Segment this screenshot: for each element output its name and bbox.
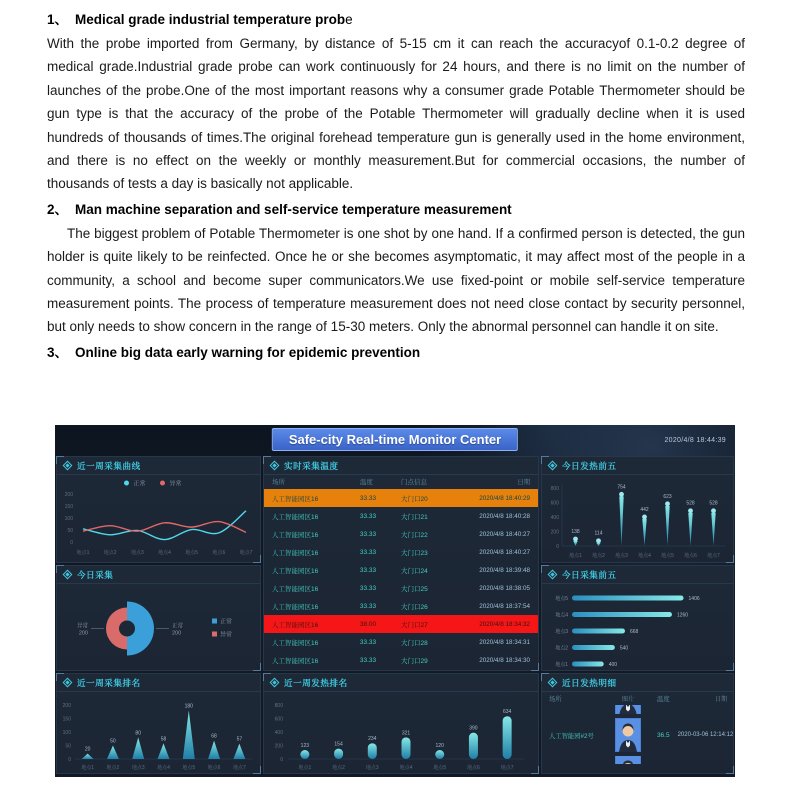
diamond-icon <box>63 461 73 471</box>
today-collect-top5-chart <box>542 583 733 670</box>
diamond-icon <box>270 461 280 471</box>
recent-fever-detail-table <box>542 691 733 773</box>
svg-text:地点4: 地点4 <box>158 550 171 556</box>
panel-title <box>264 674 538 692</box>
svg-text:200: 200 <box>172 630 182 637</box>
svg-text:地点1: 地点1 <box>76 550 90 556</box>
svg-text:540: 540 <box>619 645 629 652</box>
week-fever-rank-chart <box>264 691 538 773</box>
svg-text:0: 0 <box>68 757 71 763</box>
heading-number: 1、 <box>47 12 69 27</box>
panel-title <box>57 566 260 584</box>
table-row: 人工智能园区16 33.33 大门口26 2020/4/8 18:37:54 <box>272 602 530 611</box>
panel-title-text: 实时采集温度 <box>284 460 339 471</box>
document-text-block <box>0 0 790 365</box>
svg-text:地点5: 地点5 <box>182 765 196 771</box>
panel-week-curve <box>56 456 261 563</box>
week-curve-svg <box>57 474 260 562</box>
svg-text:地点7: 地点7 <box>500 765 514 771</box>
panel-title-text: 近一周采集曲线 <box>77 460 141 471</box>
svg-text:地点3: 地点3 <box>130 550 144 556</box>
svg-text:442: 442 <box>640 506 649 513</box>
table-row: 人工智能园区16 33.33 大门口23 2020/4/8 18:40:27 <box>272 548 530 557</box>
svg-text:1406: 1406 <box>688 596 700 602</box>
diamond-icon <box>548 570 558 580</box>
table-row: 人工智能园区16 33.33 大门口24 2020/4/8 18:39:48 <box>272 566 530 575</box>
svg-text:1260: 1260 <box>676 612 689 619</box>
svg-text:150: 150 <box>62 716 71 723</box>
svg-text:200: 200 <box>78 630 88 637</box>
svg-text:地点3: 地点3 <box>131 765 145 771</box>
table-row: 人工智能园区16 33.33 大门口21 2020/4/8 18:40:28 <box>272 512 530 521</box>
heading-text: Online big data early warning for epidemic prevention <box>75 344 421 360</box>
svg-text:100: 100 <box>64 516 73 522</box>
panel-title-text: 近一周发热排名 <box>284 677 348 688</box>
svg-text:50: 50 <box>67 528 73 534</box>
svg-text:50: 50 <box>65 743 71 750</box>
svg-text:地点7: 地点7 <box>239 550 253 556</box>
table-row: 人工智能园#2号 36.5 2020-03-06 12:14:12 <box>542 714 733 756</box>
svg-text:正常: 正常 <box>220 619 233 626</box>
svg-text:120: 120 <box>435 743 444 749</box>
panel-realtime-temp <box>263 456 539 671</box>
panel-today-collect-top5 <box>541 565 734 671</box>
panel-title-text: 今日采集前五 <box>562 569 617 580</box>
svg-text:123: 123 <box>300 743 310 749</box>
section-heading-3 <box>47 341 745 365</box>
svg-text:正常: 正常 <box>172 623 184 630</box>
svg-text:154: 154 <box>334 741 343 748</box>
svg-text:地点4: 地点4 <box>399 765 413 771</box>
section-heading-2 <box>47 198 745 222</box>
section-heading-1 <box>47 8 745 32</box>
panel-title <box>57 457 260 475</box>
heading-number: 3、 <box>47 344 69 360</box>
table-row-partial <box>542 705 733 714</box>
today-collect-pie-svg <box>57 583 260 670</box>
svg-text:地点4: 地点4 <box>555 612 568 619</box>
svg-text:800: 800 <box>550 486 559 492</box>
svg-text:异常: 异常 <box>220 632 233 639</box>
svg-text:正常: 正常 <box>133 481 146 488</box>
svg-text:地点1: 地点1 <box>555 662 568 668</box>
svg-text:地点3: 地点3 <box>365 765 379 771</box>
svg-text:地点3: 地点3 <box>615 553 628 559</box>
svg-text:20: 20 <box>84 746 91 753</box>
panel-title-text: 今日发热前五 <box>562 460 617 471</box>
panel-title <box>542 674 733 692</box>
person-photo <box>615 705 641 714</box>
panel-title-text: 近一周采集排名 <box>77 677 141 688</box>
svg-text:地点5: 地点5 <box>661 553 674 559</box>
dashboard-title: Safe-city Real-time Monitor Center <box>272 428 518 451</box>
svg-text:400: 400 <box>608 662 618 668</box>
svg-text:634: 634 <box>502 709 512 716</box>
svg-text:异常: 异常 <box>169 481 182 488</box>
svg-text:138: 138 <box>571 528 580 535</box>
svg-text:地点5: 地点5 <box>555 596 568 602</box>
svg-text:地点6: 地点6 <box>212 550 226 556</box>
svg-text:528: 528 <box>686 500 695 507</box>
svg-text:地点4: 地点4 <box>157 765 170 771</box>
table-row: 人工智能园区16 33.33 大门口20 2020/4/8 18:40:29 <box>264 489 538 507</box>
svg-text:地点3: 地点3 <box>555 629 568 635</box>
svg-text:地点5: 地点5 <box>185 550 199 556</box>
diamond-icon <box>63 678 73 688</box>
realtime-temp-table <box>264 474 538 670</box>
panel-title-text: 近日发热明细 <box>562 677 617 688</box>
panel-week-fever-rank <box>263 673 539 774</box>
svg-text:668: 668 <box>629 629 639 635</box>
person-photo <box>615 718 641 752</box>
heading-text: Medical grade industrial temperature prob <box>75 12 346 27</box>
svg-text:623: 623 <box>663 493 672 500</box>
svg-text:地点2: 地点2 <box>592 553 605 559</box>
svg-text:200: 200 <box>64 492 73 498</box>
svg-text:400: 400 <box>274 730 283 736</box>
svg-text:0: 0 <box>556 544 559 550</box>
panel-title <box>542 566 733 584</box>
svg-text:180: 180 <box>184 703 193 710</box>
svg-text:地点6: 地点6 <box>467 765 480 771</box>
svg-text:地点5: 地点5 <box>433 765 447 771</box>
paragraph-1: With the probe imported from Germany, by distance of 5-15 cm it can reach the accuracyof 0.1-0.2 degree of medical grade.Industrial grade probe can work continuously for 24 hours, and there is no limit on the number of launches of the probe.One of the most important reasons why a consumer grade Potable Thermometer should be gun type is that the accuracy of the probe of the Potable Thermometer will gradually decline when it is used hundreds of thousands of times.The original forehead temperature gun is generally used in the home environment, and there is no effect on the weekly or monthly measurement.But for commercial occasions, the number of thousands of tests a day is basically not applicable. <box>47 36 745 192</box>
panel-title <box>542 457 733 475</box>
svg-text:地点2: 地点2 <box>332 765 345 771</box>
table-header-row: 场所 温度 门点信息 日期 <box>272 479 530 486</box>
svg-text:地点2: 地点2 <box>103 550 117 556</box>
svg-text:68: 68 <box>211 733 217 740</box>
heading-tail: e <box>345 12 353 27</box>
svg-text:地点6: 地点6 <box>207 765 221 771</box>
svg-text:321: 321 <box>401 730 411 737</box>
svg-text:57: 57 <box>236 736 243 743</box>
svg-text:600: 600 <box>274 716 283 723</box>
svg-text:0: 0 <box>280 757 283 763</box>
week-collect-rank-svg <box>57 691 260 773</box>
svg-text:234: 234 <box>368 736 377 743</box>
svg-text:200: 200 <box>62 703 71 709</box>
panel-today-fever-top5 <box>541 456 734 563</box>
svg-text:400: 400 <box>550 515 559 521</box>
svg-text:异常: 异常 <box>76 623 88 630</box>
table-row: 人工智能园区16 33.33 大门口22 2020/4/8 18:40:27 <box>272 530 530 539</box>
today-collect-top5-svg <box>542 583 733 670</box>
panel-title <box>264 457 538 475</box>
week-curve-chart <box>57 474 260 562</box>
svg-text:地点1: 地点1 <box>298 765 312 771</box>
svg-text:0: 0 <box>70 540 73 546</box>
svg-text:390: 390 <box>469 725 478 732</box>
svg-text:80: 80 <box>135 730 141 737</box>
svg-text:114: 114 <box>594 530 603 537</box>
today-fever-top5-svg <box>542 474 733 562</box>
svg-text:528: 528 <box>709 500 718 507</box>
heading-number: 2、 <box>47 201 69 217</box>
diamond-icon <box>63 570 73 580</box>
svg-text:地点7: 地点7 <box>232 765 246 771</box>
table-row: 人工智能园区16 33.33 大门口28 2020/4/8 18:34:31 <box>272 638 530 647</box>
panel-today-collect <box>56 565 261 671</box>
svg-text:地点7: 地点7 <box>707 553 720 559</box>
table-row: 人工智能园区16 33.33 大门口29 2020/4/8 18:34:30 <box>272 656 530 665</box>
svg-text:150: 150 <box>64 504 73 510</box>
svg-text:754: 754 <box>617 484 626 491</box>
panel-title <box>57 674 260 692</box>
paragraph-2: The biggest problem of Potable Thermometer is one shot by one hand. If a confirmed person is detected, the gun holder is quite likely to be reinfected. Once he or she becomes asymptomatic, it may affect most of the people in a community, a school and become super communicators.We use fixed-point or mobile self-service temperature measurement points. The process of temperature measurement does not need close contact by security personnel, but only needs to show concern in the range of 15-30 meters. Only the abnormal personnel can handle it on site. <box>47 225 745 335</box>
table-row-partial <box>542 756 733 764</box>
panel-week-collect-rank <box>56 673 261 774</box>
diamond-icon <box>270 678 280 688</box>
svg-text:200: 200 <box>550 529 559 536</box>
svg-text:地点4: 地点4 <box>638 553 651 559</box>
dashboard-timestamp: 2020/4/8 18:44:39 <box>664 437 726 444</box>
svg-text:50: 50 <box>110 738 116 745</box>
heading-text: Man machine separation and self-service temperature measurement <box>75 201 512 217</box>
diamond-icon <box>548 678 558 688</box>
svg-text:800: 800 <box>274 703 283 709</box>
svg-text:地点2: 地点2 <box>106 765 120 771</box>
table-header-row: 场所 图片 温度 日期 <box>549 695 727 703</box>
person-photo <box>615 756 641 764</box>
svg-text:地点6: 地点6 <box>684 553 697 559</box>
today-fever-top5-chart <box>542 474 733 562</box>
dashboard-screenshot <box>55 425 735 777</box>
today-collect-pie-chart <box>57 583 260 670</box>
table-row: 人工智能园区16 38.00 大门口27 2020/4/8 18:34:32 <box>264 615 538 633</box>
svg-text:200: 200 <box>274 743 283 750</box>
svg-text:100: 100 <box>62 730 71 736</box>
week-collect-rank-chart <box>57 691 260 773</box>
svg-text:地点1: 地点1 <box>81 765 95 771</box>
svg-text:600: 600 <box>550 500 559 507</box>
svg-text:58: 58 <box>160 736 167 743</box>
panel-title-text: 今日采集 <box>77 569 114 580</box>
panel-recent-fever-detail <box>541 673 734 774</box>
svg-text:地点1: 地点1 <box>569 553 582 559</box>
svg-text:地点2: 地点2 <box>555 645 568 652</box>
table-row: 人工智能园区16 33.33 大门口25 2020/4/8 18:38:05 <box>272 584 530 593</box>
diamond-icon <box>548 461 558 471</box>
week-fever-rank-svg <box>264 691 538 773</box>
